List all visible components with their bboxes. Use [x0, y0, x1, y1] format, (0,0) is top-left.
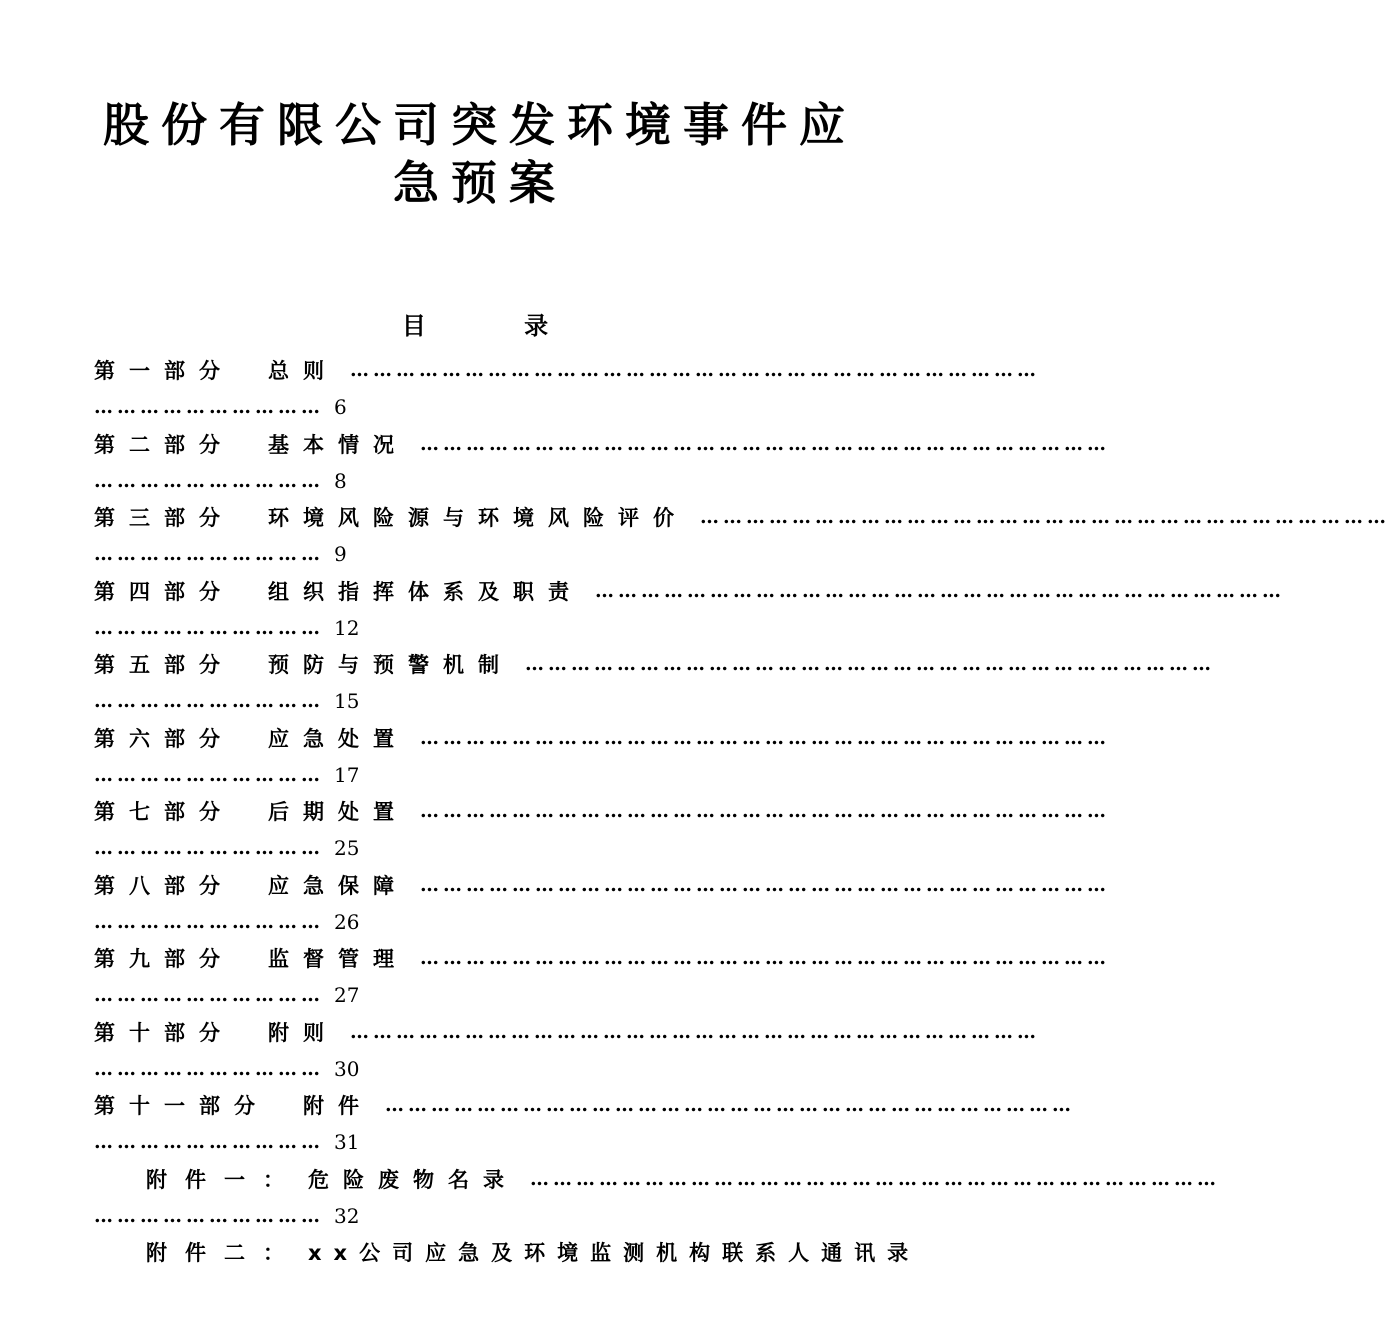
toc-entry-title: 附则	[268, 1020, 338, 1045]
toc-leader: …………………………	[94, 1057, 324, 1080]
toc-entry-title: 附件	[303, 1094, 373, 1118]
toc-leader: ………………………………………………………………………………	[595, 579, 1285, 602]
toc-chapter: 第十一部分	[94, 1094, 269, 1118]
document-title: 股份有限公司突发环境事件应急预案	[103, 98, 857, 210]
toc-appendix-label: 附件二：	[146, 1241, 302, 1265]
toc-leader: ………………………………………………………………………………	[420, 873, 1110, 896]
toc-chapter: 第九部分	[94, 947, 234, 971]
toc-leader: …………………………	[94, 837, 324, 859]
toc-page-number: 15	[334, 689, 360, 713]
toc-entry	[94, 720, 1110, 794]
toc-entry	[94, 573, 1285, 647]
toc-leader: ………………………………………………………………………………	[420, 432, 1110, 455]
toc-page-number: 27	[334, 983, 360, 1007]
toc-entry-title: 预防与预警机制	[268, 653, 513, 677]
toc-entry-title: 基本情况	[268, 432, 408, 457]
toc-leader: ………………………………………………………………………………	[420, 800, 1110, 822]
toc-entry	[94, 352, 1040, 426]
toc-leader: …………………………	[94, 1204, 324, 1227]
toc-page-number: 9	[334, 542, 347, 566]
toc-leader: ………………………………………………………………………………	[350, 1020, 1040, 1043]
toc-chapter: 第十部分	[94, 1020, 234, 1045]
toc-chapter: 第六部分	[94, 726, 234, 751]
toc-leader: ………………………………………………………………………………	[530, 1167, 1220, 1190]
toc-leader: …………………………	[94, 396, 324, 418]
toc-page-number: 26	[334, 909, 360, 934]
toc-entry-title: 组织指挥体系及职责	[268, 579, 583, 604]
toc-entry	[94, 646, 1215, 720]
toc-page-number: 6	[334, 395, 347, 419]
toc-leader: ………………………………………………………………………………	[700, 506, 1390, 528]
toc-heading: 目 录	[401, 311, 549, 340]
toc-entry	[94, 1234, 921, 1308]
toc-entry-title: 环境风险源与环境风险评价	[268, 506, 688, 530]
toc-page-number: 12	[334, 615, 360, 640]
toc-chapter: 第五部分	[94, 653, 234, 677]
toc-entry-title: xx公司应急及环境监测机构联系人通讯录	[308, 1241, 921, 1265]
toc-page-number: 32	[334, 1203, 360, 1228]
toc-entry	[94, 426, 1110, 500]
toc-leader: …………………………	[94, 469, 324, 492]
table-of-contents	[94, 352, 1390, 1308]
toc-leader: ………………………………………………………………………………	[525, 653, 1215, 675]
toc-page-number: 8	[334, 468, 347, 493]
toc-leader: …………………………	[94, 1131, 324, 1153]
toc-entry-title: 危险废物名录	[308, 1167, 518, 1192]
toc-entry-title: 总则	[268, 359, 338, 383]
toc-leader: …………………………	[94, 910, 324, 933]
toc-page-number: 31	[334, 1130, 360, 1154]
toc-chapter: 第四部分	[94, 579, 234, 604]
toc-page-number: 25	[334, 836, 360, 860]
toc-leader: ………………………………………………………………………………	[350, 359, 1040, 381]
toc-leader: …………………………	[94, 616, 324, 639]
toc-page-number: 17	[334, 762, 360, 787]
toc-entry	[94, 867, 1110, 941]
toc-chapter: 第七部分	[94, 800, 234, 824]
toc-leader: ………………………………………………………………………………	[420, 726, 1110, 749]
toc-entry	[94, 1161, 1220, 1235]
toc-entry	[94, 793, 1110, 867]
toc-chapter: 第一部分	[94, 359, 234, 383]
toc-entry	[94, 499, 1390, 573]
toc-chapter: 第三部分	[94, 506, 234, 530]
toc-chapter: 第二部分	[94, 432, 234, 457]
toc-page-number: 30	[334, 1056, 360, 1081]
toc-chapter: 第八部分	[94, 873, 234, 898]
toc-entry-title: 后期处置	[268, 800, 408, 824]
toc-entry-title: 应急处置	[268, 726, 408, 751]
toc-appendix-label: 附件一：	[146, 1167, 302, 1192]
toc-entry	[94, 1014, 1040, 1088]
toc-entry-title: 监督管理	[268, 947, 408, 971]
toc-leader: …………………………	[94, 984, 324, 1006]
toc-entry-title: 应急保障	[268, 873, 408, 898]
toc-entry	[94, 1087, 1075, 1161]
toc-leader: …………………………	[94, 763, 324, 786]
toc-entry	[94, 940, 1110, 1014]
toc-leader: …………………………	[94, 690, 324, 712]
toc-leader: ………………………………………………………………………………	[420, 947, 1110, 969]
toc-leader: …………………………	[94, 543, 324, 565]
toc-leader: ………………………………………………………………………………	[385, 1094, 1075, 1116]
